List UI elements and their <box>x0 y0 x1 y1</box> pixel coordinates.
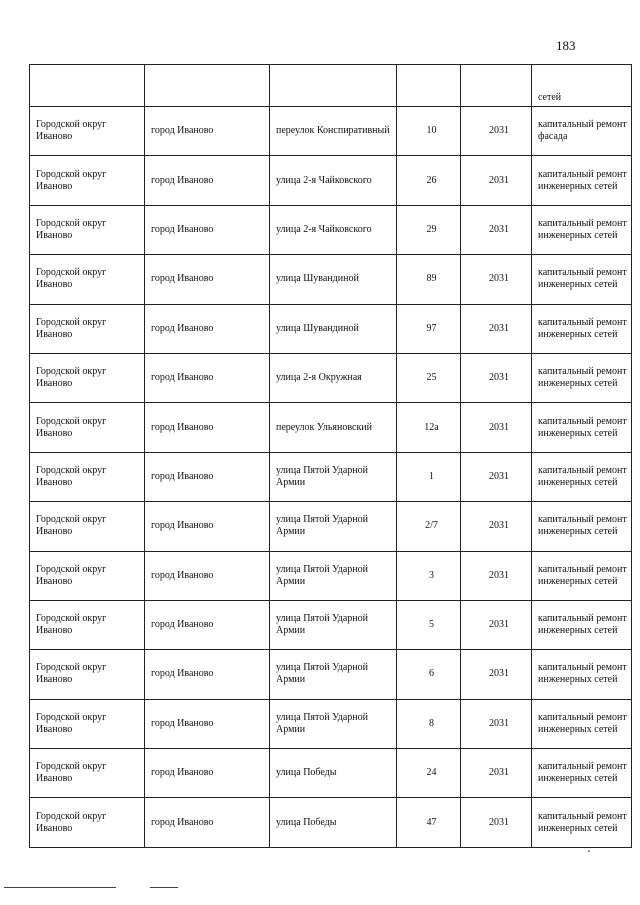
cell-district: Городской округ Иваново <box>30 403 145 452</box>
cell-house: 97 <box>397 304 461 353</box>
cell-work: капитальный ремонт инженерных сетей <box>532 452 632 501</box>
cell-district: Городской округ Иваново <box>30 798 145 847</box>
table-row <box>30 600 632 649</box>
cell-street: улица Пятой Ударной Армии <box>270 452 397 501</box>
cell-house: 6 <box>397 650 461 699</box>
cell-work: капитальный ремонт инженерных сетей <box>532 255 632 304</box>
cell-street: улица Победы <box>270 749 397 798</box>
cell-work: капитальный ремонт инженерных сетей <box>532 156 632 205</box>
cell-year: 2031 <box>461 403 532 452</box>
table-row <box>30 205 632 254</box>
cell-work: капитальный ремонт инженерных сетей <box>532 551 632 600</box>
cell-house: 12а <box>397 403 461 452</box>
cell-city: город Иваново <box>145 107 270 156</box>
cell-street: улица Шувандиной <box>270 304 397 353</box>
table-row-continued <box>30 65 632 107</box>
cell-work: капитальный ремонт инженерных сетей <box>532 699 632 748</box>
cell-street: переулок Ульяновский <box>270 403 397 452</box>
cell-city <box>145 65 270 107</box>
cell-house: 10 <box>397 107 461 156</box>
table-row <box>30 650 632 699</box>
cell-district: Городской округ Иваново <box>30 304 145 353</box>
cell-district: Городской округ Иваново <box>30 502 145 551</box>
cell-year: 2031 <box>461 304 532 353</box>
cell-year: 2031 <box>461 749 532 798</box>
cell-work: капитальный ремонт инженерных сетей <box>532 502 632 551</box>
cell-year: 2031 <box>461 156 532 205</box>
cell-district: Городской округ Иваново <box>30 255 145 304</box>
cell-house: 2/7 <box>397 502 461 551</box>
cell-year: 2031 <box>461 650 532 699</box>
cell-city: город Иваново <box>145 255 270 304</box>
cell-district: Городской округ Иваново <box>30 600 145 649</box>
cell-district: Городской округ Иваново <box>30 749 145 798</box>
cell-city: город Иваново <box>145 600 270 649</box>
footer-line <box>4 887 116 888</box>
cell-work: капитальный ремонт инженерных сетей <box>532 403 632 452</box>
cell-year: 2031 <box>461 502 532 551</box>
cell-house: 29 <box>397 205 461 254</box>
cell-year: 2031 <box>461 600 532 649</box>
cell-house: 1 <box>397 452 461 501</box>
cell-city: город Иваново <box>145 798 270 847</box>
cell-district: Городской округ Иваново <box>30 452 145 501</box>
cell-work: капитальный ремонт инженерных сетей <box>532 353 632 402</box>
cell-house: 47 <box>397 798 461 847</box>
cell-city: город Иваново <box>145 403 270 452</box>
table-row <box>30 353 632 402</box>
cell-district: Городской округ Иваново <box>30 205 145 254</box>
cell-street: улица Пятой Ударной Армии <box>270 551 397 600</box>
cell-street <box>270 65 397 107</box>
scan-dot <box>588 850 590 852</box>
table-row <box>30 107 632 156</box>
cell-city: город Иваново <box>145 353 270 402</box>
cell-house: 8 <box>397 699 461 748</box>
cell-street: улица Победы <box>270 798 397 847</box>
cell-year: 2031 <box>461 551 532 600</box>
cell-district: Городской округ Иваново <box>30 107 145 156</box>
cell-year: 2031 <box>461 452 532 501</box>
cell-street: улица Пятой Ударной Армии <box>270 650 397 699</box>
cell-street: улица Шувандиной <box>270 255 397 304</box>
cell-city: город Иваново <box>145 452 270 501</box>
cell-district: Городской округ Иваново <box>30 650 145 699</box>
cell-year: 2031 <box>461 205 532 254</box>
table-row <box>30 304 632 353</box>
cell-work: капитальный ремонт инженерных сетей <box>532 749 632 798</box>
cell-street: улица Пятой Ударной Армии <box>270 600 397 649</box>
cell-street: улица Пятой Ударной Армии <box>270 699 397 748</box>
cell-year: 2031 <box>461 699 532 748</box>
cell-city: город Иваново <box>145 749 270 798</box>
cell-year: 2031 <box>461 107 532 156</box>
cell-district <box>30 65 145 107</box>
cell-district: Городской округ Иваново <box>30 353 145 402</box>
cell-house: 24 <box>397 749 461 798</box>
cell-district: Городской округ Иваново <box>30 699 145 748</box>
cell-city: город Иваново <box>145 156 270 205</box>
cell-work: капитальный ремонт инженерных сетей <box>532 650 632 699</box>
table-row <box>30 452 632 501</box>
page-number: 183 <box>556 38 576 53</box>
cell-work: капитальный ремонт инженерных сетей <box>532 798 632 847</box>
table-row <box>30 502 632 551</box>
cell-city: город Иваново <box>145 304 270 353</box>
cell-work: капитальный ремонт инженерных сетей <box>532 205 632 254</box>
cell-street: улица 2-я Чайковского <box>270 156 397 205</box>
cell-district: Городской округ Иваново <box>30 551 145 600</box>
cell-house: 25 <box>397 353 461 402</box>
registry-table <box>29 64 632 848</box>
cell-work: капитальный ремонт инженерных сетей <box>532 304 632 353</box>
cell-house: 26 <box>397 156 461 205</box>
cell-house: 89 <box>397 255 461 304</box>
cell-city: город Иваново <box>145 502 270 551</box>
cell-city: город Иваново <box>145 551 270 600</box>
cell-work: капитальный ремонт инженерных сетей <box>532 600 632 649</box>
cell-house <box>397 65 461 107</box>
cell-house: 3 <box>397 551 461 600</box>
cell-work: сетей <box>532 65 632 107</box>
cell-work: капитальный ремонт фасада <box>532 107 632 156</box>
table-row <box>30 699 632 748</box>
cell-street: улица 2-я Чайковского <box>270 205 397 254</box>
cell-street: улица 2-я Окружная <box>270 353 397 402</box>
cell-street: переулок Конспиративный <box>270 107 397 156</box>
cell-city: город Иваново <box>145 650 270 699</box>
cell-street: улица Пятой Ударной Армии <box>270 502 397 551</box>
table-row <box>30 255 632 304</box>
table-row <box>30 403 632 452</box>
cell-year: 2031 <box>461 353 532 402</box>
registry-table-body <box>30 65 632 848</box>
cell-year <box>461 65 532 107</box>
table-row <box>30 749 632 798</box>
cell-city: город Иваново <box>145 205 270 254</box>
cell-year: 2031 <box>461 255 532 304</box>
table-row <box>30 156 632 205</box>
footer-line-short <box>150 887 178 888</box>
table-row <box>30 551 632 600</box>
cell-house: 5 <box>397 600 461 649</box>
cell-year: 2031 <box>461 798 532 847</box>
cell-district: Городской округ Иваново <box>30 156 145 205</box>
cell-city: город Иваново <box>145 699 270 748</box>
table-row <box>30 798 632 847</box>
